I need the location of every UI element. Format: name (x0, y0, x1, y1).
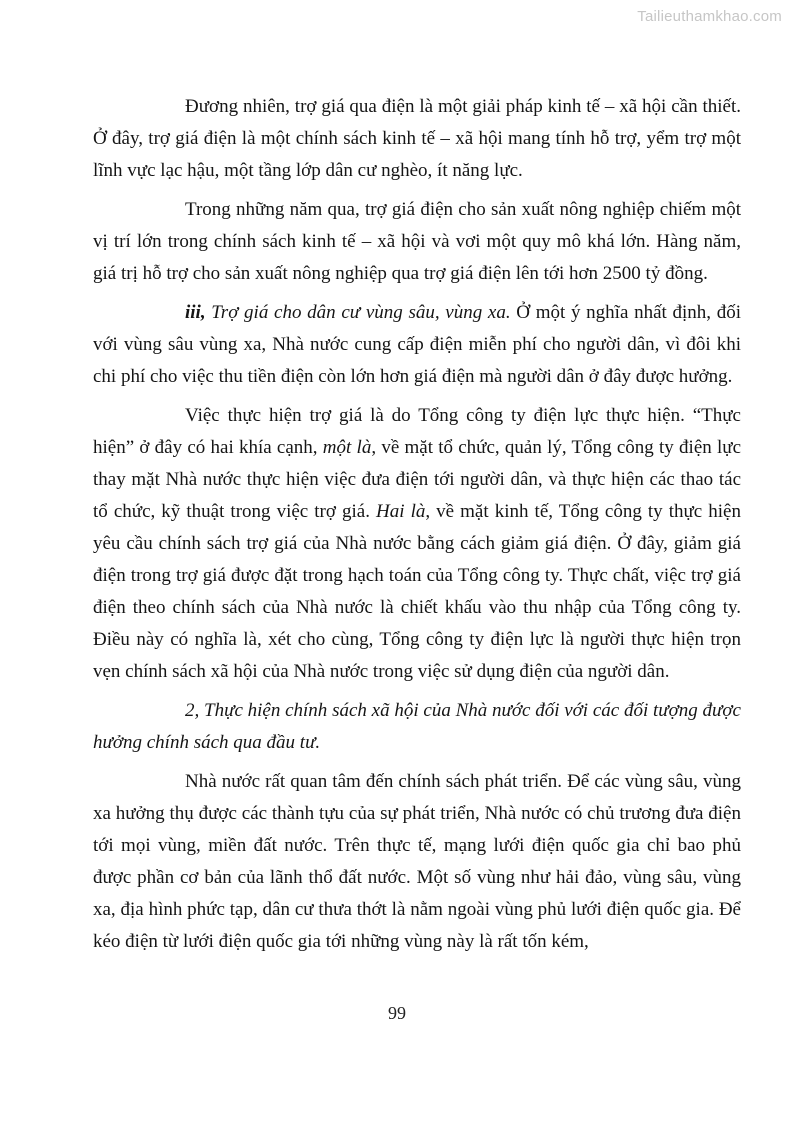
text-run: , về mặt kinh tế, Tổng công ty thực hiện yêu cầu chính sách trợ giá của Nhà nước bằng cách giảm giá điện. Ở đây, giảm giá điện trong trợ giá được đặt trong hạch toán của Tổng công ty. Thực chất, việc trợ giá điện theo chính sách của Nhà nước là chiết khấu vào thu nhập của Tổng công ty. Điều này có nghĩa là, xét cho cùng, Tổng công ty điện lực là người thực hiện trọn vẹn chính sách xã hội của Nhà nước trong việc sử dụng điện của người dân. (93, 501, 741, 682)
paragraph (93, 393, 741, 688)
text-run: 2, Thực hiện chính sách xã hội của Nhà nước đối với các đối tượng được hưởng chính sách qua đầu tư. (93, 700, 741, 753)
text-run: Việc thực hiện trợ giá là do Tổng công ty điện lực thực hiện. “Thực hiện” ở đây có hai khía cạnh, (93, 405, 741, 458)
text-run: , về mặt tổ chức, quản lý, Tổng công ty điện lực thay mặt Nhà nước thực hiện việc đưa điện tới người dân, và thực hiện các thao tác tổ chức, kỹ thuật trong việc trợ giá. (93, 437, 742, 522)
text-run: Ở một ý nghĩa nhất định, đối với vùng sâu vùng xa, Nhà nước cung cấp điện miễn phí cho người dân, vì đôi khi chi phí cho việc thu tiền điện còn lớn hơn giá điện mà người dân ở đây được hưởng. (93, 302, 741, 387)
text-run: Đương nhiên, trợ giá qua điện là một giải pháp kinh tế – xã hội cần thiết. Ở đây, trợ giá điện là một chính sách kinh tế – xã hội mang tính hỗ trợ, yểm trợ một lĩnh vực lạc hậu, một tầng lớp dân cư nghèo, ít năng lực. (93, 96, 741, 181)
paragraph (93, 84, 741, 187)
paragraph (93, 688, 741, 759)
paragraph (93, 759, 741, 958)
paragraph (93, 187, 741, 290)
text-run: Trong những năm qua, trợ giá điện cho sản xuất nông nghiệp chiếm một vị trí lớn trong chính sách kinh tế – xã hội và vơi một quy mô khá lớn. Hàng năm, giá trị hỗ trợ cho sản xuất nông nghiệp qua trợ giá điện lên tới hơn 2500 tỷ đồng. (93, 199, 741, 284)
text-run: iii, (185, 302, 206, 323)
paragraph (93, 290, 741, 393)
text-run: Hai là (376, 501, 426, 522)
text-run: Nhà nước rất quan tâm đến chính sách phát triển. Để các vùng sâu, vùng xa hưởng thụ được các thành tựu của sự phát triển, Nhà nước có chủ trương đưa điện tới mọi vùng, miền đất nước. Trên thực tế, mạng lưới điện quốc gia chỉ bao phủ được phần cơ bản của lãnh thổ đất nước. Một số vùng như hải đảo, vùng sâu, vùng xa, địa hình phức tạp, dân cư thưa thớt là nằm ngoài vùng phủ lưới điện quốc gia. Để kéo điện từ lưới điện quốc gia tới những vùng này là rất tốn kém, (93, 771, 741, 952)
text-run: Trợ giá cho dân cư vùng sâu, vùng xa. (205, 302, 511, 323)
document-body (93, 84, 741, 958)
text-run: một là (322, 437, 372, 458)
watermark: Tailieuthamkhao.com (637, 8, 782, 25)
page-number: 99 (388, 1003, 406, 1023)
